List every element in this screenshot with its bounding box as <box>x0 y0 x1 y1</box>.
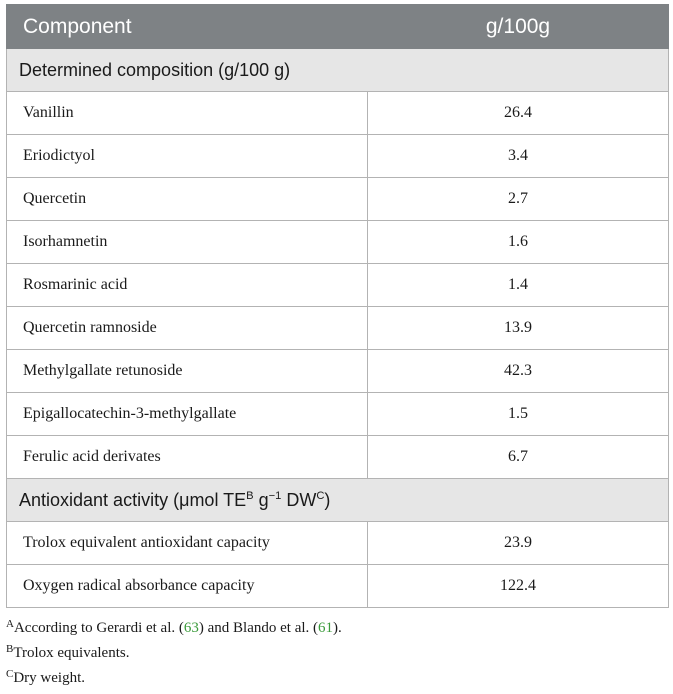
row-value: 122.4 <box>368 565 669 608</box>
superscript-c: C <box>316 489 325 502</box>
row-value: 1.6 <box>368 221 669 264</box>
section-title-post: ) <box>324 489 331 510</box>
footnote-mark: C <box>6 668 14 680</box>
table-row <box>7 264 669 307</box>
row-value: 26.4 <box>368 92 669 135</box>
table-row <box>7 350 669 393</box>
row-name: Epigallocatechin-3-methylgallate <box>7 393 368 436</box>
section-title <box>7 479 669 522</box>
table-header-row <box>7 5 669 49</box>
superscript-minus-one: −1 <box>268 489 282 502</box>
section-header-antioxidant <box>7 479 669 522</box>
table-row <box>7 565 669 608</box>
row-value: 42.3 <box>368 350 669 393</box>
section-header-composition <box>7 49 669 92</box>
composition-table <box>6 4 669 608</box>
superscript-b: B <box>246 489 254 502</box>
row-name: Methylgallate retunoside <box>7 350 368 393</box>
section-title-mid: g <box>253 489 269 510</box>
table-row <box>7 178 669 221</box>
footnote-mark: B <box>6 643 14 655</box>
section-title-pre: Antioxidant activity (μmol TE <box>19 489 247 510</box>
row-name: Eriodictyol <box>7 135 368 178</box>
table-row <box>7 221 669 264</box>
row-value: 23.9 <box>368 522 669 565</box>
footnote-mark: A <box>6 618 14 630</box>
row-value: 6.7 <box>368 436 669 479</box>
footnote-text: Dry weight. <box>13 670 85 686</box>
table-row <box>7 135 669 178</box>
header-unit: g/100g <box>368 5 669 49</box>
row-name: Isorhamnetin <box>7 221 368 264</box>
row-name: Vanillin <box>7 92 368 135</box>
footnote-text: ). <box>333 620 342 636</box>
footnote-text: Trolox equivalents. <box>13 645 130 661</box>
section-title: Determined composition (g/100 g) <box>7 49 669 92</box>
table-row <box>7 393 669 436</box>
row-value: 3.4 <box>368 135 669 178</box>
row-value: 2.7 <box>368 178 669 221</box>
header-component: Component <box>7 5 368 49</box>
citation-link[interactable]: 61 <box>318 620 334 636</box>
table-row <box>7 307 669 350</box>
row-name: Quercetin ramnoside <box>7 307 368 350</box>
row-name: Ferulic acid derivates <box>7 436 368 479</box>
footnote-b <box>6 645 129 662</box>
row-value: 1.5 <box>368 393 669 436</box>
footnote-a <box>6 620 342 637</box>
table-row <box>7 522 669 565</box>
row-name: Trolox equivalent antioxidant capacity <box>7 522 368 565</box>
row-name: Quercetin <box>7 178 368 221</box>
section-title-mid2: DW <box>281 489 317 510</box>
footnote-c <box>6 670 85 687</box>
row-value: 13.9 <box>368 307 669 350</box>
table-row <box>7 436 669 479</box>
citation-link[interactable]: 63 <box>183 620 199 636</box>
table-row <box>7 92 669 135</box>
footnote-text: ) and Blando et al. ( <box>198 620 319 636</box>
row-name: Oxygen radical absorbance capacity <box>7 565 368 608</box>
row-value: 1.4 <box>368 264 669 307</box>
row-name: Rosmarinic acid <box>7 264 368 307</box>
footnote-text: According to Gerardi et al. ( <box>13 620 184 636</box>
